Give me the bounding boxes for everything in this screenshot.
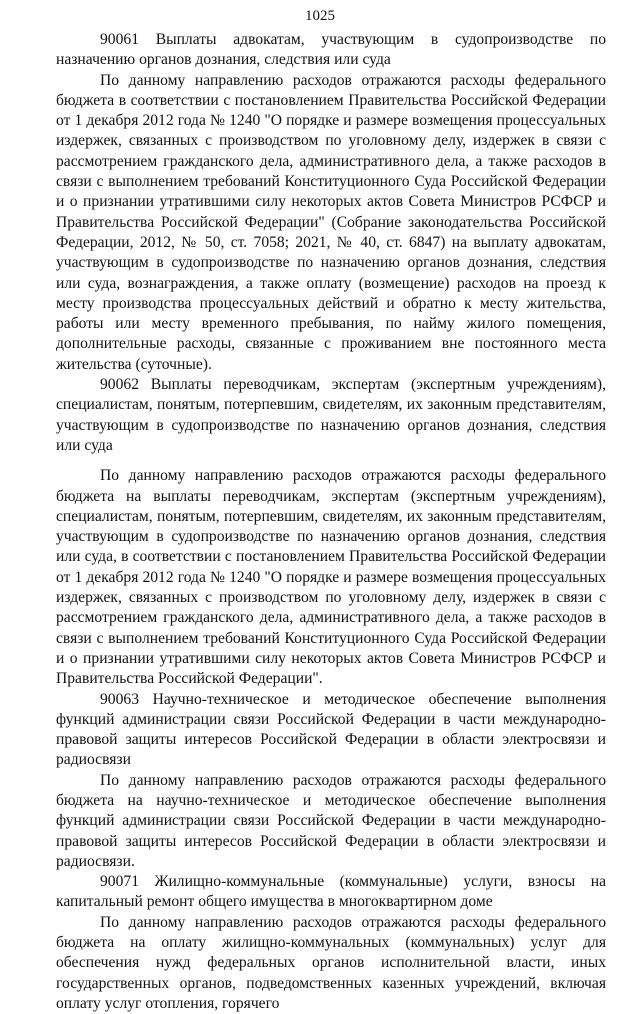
page-number: 1025 (305, 8, 335, 24)
section-heading-90061: 90061 Выплаты адвокатам, участвующим в судопроизводстве по назначению органов дознания, следствия или суда (56, 31, 606, 69)
section-text-90071: По данному направлению расходов отражаются расходы федерального бюджета на оплату жилищно-коммунальных (коммунальных) услуг для обеспечения нужд федеральных органов исполнительной власти, иных государственных органов, подведомственных казенных учреждений, включая оплату услуг отопления, горячего (56, 913, 606, 1012)
section-text-90061: По данному направлению расходов отражаются расходы федерального бюджета в соответствии с постановлением Правительства Российской Федерации от 1 декабря 2012 года № 1240 "О порядке и размере возмещения процессуальных издержек, связанных с производством по уголовному делу, издержек в связи с рассмотрением гражданского дела, административного дела, а также расходов в связи с выполнением требований Конституционного Суда Российской Федерации и о признании утратившими силу некоторых актов Совета Министров РСФСР и Правительства Российской Федерации" (Собрание законодательства Российской Федерации, 2012, № 50, ст. 7058; 2021, № 40, ст. 6847) на выплату адвокатам, участвующим в судопроизводстве по назначению органов дознания, следствия или суда, вознаграждения, а также оплату (возмещение) расходов на проезд к месту производства процессуальных действий и обратно к месту жительства, работы или месту временного пребывания, по найму жилого помещения, дополнительные расходы, связанные с проживанием вне постоянного места жительства (суточные). (56, 71, 606, 373)
document-body (56, 30, 606, 1014)
section-text-90063: По данному направлению расходов отражаются расходы федерального бюджета на научно-техническое и методическое обеспечение выполнения функций администрации связи Российской Федерации в части международно-правовой защиты интересов Российской Федерации в области электросвязи и радиосвязи. (56, 771, 606, 870)
section-heading-90062: 90062 Выплаты переводчикам, экспертам (экспертным учреждениям), специалистам, понятым, потерпевшим, свидетелям, их законным представителям, участвующим в судопроизводстве по назначению органов дознания, следствия или суда (56, 376, 606, 454)
section-heading-90063: 90063 Научно-техническое и методическое обеспечение выполнения функций администрации связи Российской Федерации в части международно-правовой защиты интересов Российской Федерации в области электросвязи и радиосвязи (56, 690, 606, 769)
section-heading-90071: 90071 Жилищно-коммунальные (коммунальные) услуги, взносы на капитальный ремонт общего имущества в многоквартирном доме (56, 873, 606, 911)
section-text-90062: По данному направлению расходов отражаются расходы федерального бюджета на выплаты переводчикам, экспертам (экспертным учреждениям), специалистам, понятым, потерпевшим, свидетелям, их законным представителям, участвующим в судопроизводстве по назначению органов дознания, следствия или суда, в соответствии с постановлением Правительства Российской Федерации от 1 декабря 2012 года № 1240 "О порядке и размере возмещения процессуальных издержек, связанных с производством по уголовному делу, издержек в связи с рассмотрением гражданского дела, административного дела, а также расходов в связи с выполнением требований Конституционного Суда Российской Федерации и о признании утратившими силу некоторых актов Совета Министров РСФСР и Правительства Российской Федерации". (56, 467, 606, 688)
